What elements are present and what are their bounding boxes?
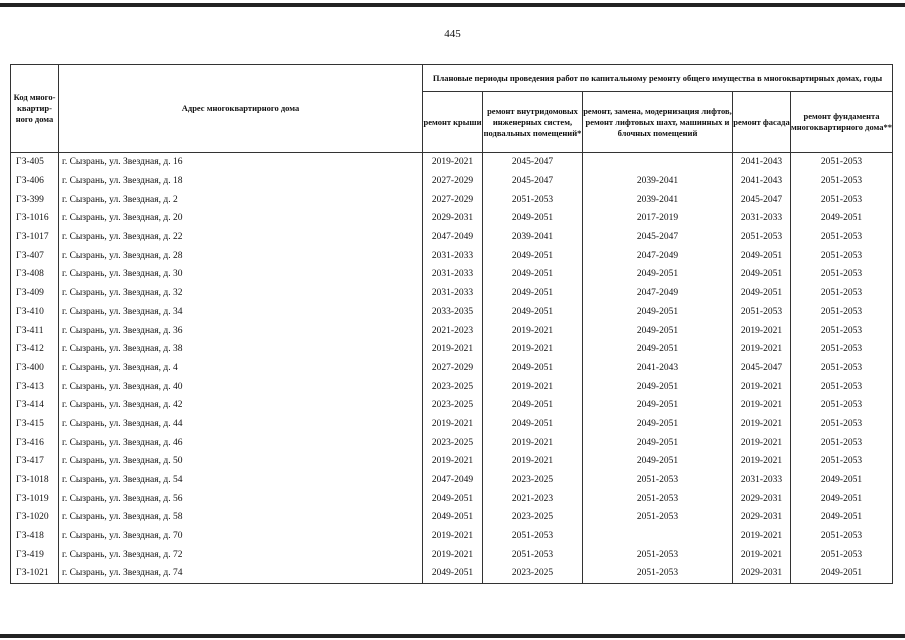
cell-foundation: 2051-2053 (791, 284, 893, 303)
cell-address: г. Сызрань, ул. Звездная, д. 22 (59, 228, 423, 247)
cell-facade: 2051-2053 (733, 303, 791, 322)
cell-foundation: 2051-2053 (791, 377, 893, 396)
header-roof: ремонт крыши (423, 92, 483, 153)
table-row (11, 228, 893, 247)
cell-lifts: 2051-2053 (583, 489, 733, 508)
cell-systems: 2045-2047 (483, 172, 583, 191)
cell-systems: 2019-2021 (483, 340, 583, 359)
table-row (11, 415, 893, 434)
cell-systems: 2023-2025 (483, 471, 583, 490)
cell-foundation: 2049-2051 (791, 209, 893, 228)
cell-facade: 2019-2021 (733, 321, 791, 340)
cell-systems: 2039-2041 (483, 228, 583, 247)
header-address: Адрес многоквартирного дома (59, 65, 423, 153)
cell-lifts: 2039-2041 (583, 172, 733, 191)
cell-lifts: 2047-2049 (583, 284, 733, 303)
cell-lifts (583, 153, 733, 172)
header-planned-periods: Плановые периоды проведения работ по капитальному ремонту общего имущества в многоквартирных домах, годы (423, 65, 893, 92)
cell-facade: 2049-2051 (733, 246, 791, 265)
cell-roof: 2019-2021 (423, 452, 483, 471)
cell-code: ГЗ-405 (11, 153, 59, 172)
bottom-border-line (0, 634, 905, 638)
cell-address: г. Сызрань, ул. Звездная, д. 2 (59, 190, 423, 209)
cell-lifts: 2051-2053 (583, 564, 733, 583)
table-row (11, 246, 893, 265)
cell-code: ГЗ-418 (11, 527, 59, 546)
table-row (11, 172, 893, 191)
table-row (11, 508, 893, 527)
cell-lifts: 2049-2051 (583, 452, 733, 471)
cell-address: г. Сызрань, ул. Звездная, д. 44 (59, 415, 423, 434)
cell-facade: 2031-2033 (733, 209, 791, 228)
cell-foundation: 2051-2053 (791, 321, 893, 340)
cell-roof: 2031-2033 (423, 265, 483, 284)
cell-lifts: 2039-2041 (583, 190, 733, 209)
cell-roof: 2031-2033 (423, 284, 483, 303)
cell-address: г. Сызрань, ул. Звездная, д. 32 (59, 284, 423, 303)
cell-code: ГЗ-1016 (11, 209, 59, 228)
cell-facade: 2029-2031 (733, 508, 791, 527)
cell-facade: 2019-2021 (733, 415, 791, 434)
cell-systems: 2021-2023 (483, 489, 583, 508)
cell-roof: 2029-2031 (423, 209, 483, 228)
cell-code: ГЗ-1019 (11, 489, 59, 508)
cell-code: ГЗ-410 (11, 303, 59, 322)
cell-foundation: 2051-2053 (791, 527, 893, 546)
table-row (11, 321, 893, 340)
cell-facade: 2019-2021 (733, 377, 791, 396)
cell-systems: 2019-2021 (483, 321, 583, 340)
table-row (11, 452, 893, 471)
cell-systems: 2051-2053 (483, 190, 583, 209)
cell-roof: 2021-2023 (423, 321, 483, 340)
cell-systems: 2051-2053 (483, 545, 583, 564)
cell-roof: 2027-2029 (423, 190, 483, 209)
cell-systems: 2049-2051 (483, 209, 583, 228)
table-row (11, 489, 893, 508)
cell-roof: 2019-2021 (423, 340, 483, 359)
cell-foundation: 2051-2053 (791, 303, 893, 322)
cell-facade: 2031-2033 (733, 471, 791, 490)
table-row (11, 190, 893, 209)
cell-foundation: 2051-2053 (791, 340, 893, 359)
cell-lifts: 2049-2051 (583, 265, 733, 284)
cell-foundation: 2051-2053 (791, 433, 893, 452)
cell-code: ГЗ-409 (11, 284, 59, 303)
cell-code: ГЗ-1020 (11, 508, 59, 527)
cell-code: ГЗ-419 (11, 545, 59, 564)
header-engineering-systems: ремонт внутридомовых инженерных систем, подвальных помещений* (483, 92, 583, 153)
cell-address: г. Сызрань, ул. Звездная, д. 42 (59, 396, 423, 415)
cell-roof: 2023-2025 (423, 433, 483, 452)
cell-facade: 2019-2021 (733, 452, 791, 471)
cell-facade: 2041-2043 (733, 153, 791, 172)
cell-systems: 2019-2021 (483, 377, 583, 396)
cell-code: ГЗ-417 (11, 452, 59, 471)
cell-address: г. Сызрань, ул. Звездная, д. 56 (59, 489, 423, 508)
cell-roof: 2049-2051 (423, 508, 483, 527)
cell-facade: 2019-2021 (733, 340, 791, 359)
table-row (11, 209, 893, 228)
cell-roof: 2033-2035 (423, 303, 483, 322)
cell-foundation: 2051-2053 (791, 396, 893, 415)
cell-foundation: 2051-2053 (791, 190, 893, 209)
cell-roof: 2049-2051 (423, 489, 483, 508)
table-row (11, 359, 893, 378)
header-facade: ремонт фасада (733, 92, 791, 153)
cell-code: ГЗ-400 (11, 359, 59, 378)
cell-address: г. Сызрань, ул. Звездная, д. 28 (59, 246, 423, 265)
cell-address: г. Сызрань, ул. Звездная, д. 54 (59, 471, 423, 490)
cell-lifts: 2051-2053 (583, 471, 733, 490)
cell-roof: 2019-2021 (423, 415, 483, 434)
cell-roof: 2027-2029 (423, 359, 483, 378)
cell-facade: 2019-2021 (733, 396, 791, 415)
cell-lifts: 2051-2053 (583, 545, 733, 564)
cell-lifts: 2045-2047 (583, 228, 733, 247)
cell-facade: 2049-2051 (733, 284, 791, 303)
cell-address: г. Сызрань, ул. Звездная, д. 72 (59, 545, 423, 564)
cell-foundation: 2051-2053 (791, 415, 893, 434)
cell-foundation: 2051-2053 (791, 545, 893, 564)
cell-address: г. Сызрань, ул. Звездная, д. 18 (59, 172, 423, 191)
table-row (11, 377, 893, 396)
cell-facade: 2045-2047 (733, 190, 791, 209)
table-row (11, 340, 893, 359)
table-row (11, 153, 893, 172)
table-row (11, 433, 893, 452)
table-row (11, 471, 893, 490)
table-row (11, 396, 893, 415)
table-row (11, 265, 893, 284)
cell-address: г. Сызрань, ул. Звездная, д. 50 (59, 452, 423, 471)
cell-address: г. Сызрань, ул. Звездная, д. 4 (59, 359, 423, 378)
header-lifts: ремонт, замена, модернизация лифтов, ремонт лифтовых шахт, машинных и блочных помещений (583, 92, 733, 153)
cell-roof: 2031-2033 (423, 246, 483, 265)
cell-lifts: 2049-2051 (583, 415, 733, 434)
table-row (11, 303, 893, 322)
cell-code: ГЗ-412 (11, 340, 59, 359)
cell-code: ГЗ-416 (11, 433, 59, 452)
cell-facade: 2049-2051 (733, 265, 791, 284)
cell-code: ГЗ-406 (11, 172, 59, 191)
cell-systems: 2049-2051 (483, 359, 583, 378)
cell-lifts: 2041-2043 (583, 359, 733, 378)
cell-systems: 2049-2051 (483, 265, 583, 284)
cell-roof: 2049-2051 (423, 564, 483, 583)
cell-facade: 2019-2021 (733, 545, 791, 564)
cell-systems: 2045-2047 (483, 153, 583, 172)
cell-code: ГЗ-399 (11, 190, 59, 209)
cell-facade: 2019-2021 (733, 527, 791, 546)
cell-code: ГЗ-1017 (11, 228, 59, 247)
cell-lifts (583, 527, 733, 546)
cell-roof: 2047-2049 (423, 228, 483, 247)
cell-facade: 2029-2031 (733, 564, 791, 583)
cell-code: ГЗ-411 (11, 321, 59, 340)
cell-systems: 2019-2021 (483, 433, 583, 452)
cell-address: г. Сызрань, ул. Звездная, д. 16 (59, 153, 423, 172)
cell-code: ГЗ-407 (11, 246, 59, 265)
cell-code: ГЗ-408 (11, 265, 59, 284)
cell-address: г. Сызрань, ул. Звездная, д. 36 (59, 321, 423, 340)
cell-code: ГЗ-1021 (11, 564, 59, 583)
cell-foundation: 2051-2053 (791, 246, 893, 265)
table-row (11, 284, 893, 303)
cell-lifts: 2051-2053 (583, 508, 733, 527)
cell-systems: 2049-2051 (483, 246, 583, 265)
cell-systems: 2049-2051 (483, 284, 583, 303)
cell-roof: 2027-2029 (423, 172, 483, 191)
top-border-line (0, 3, 905, 7)
cell-code: ГЗ-1018 (11, 471, 59, 490)
table-row (11, 545, 893, 564)
cell-address: г. Сызрань, ул. Звездная, д. 30 (59, 265, 423, 284)
cell-facade: 2041-2043 (733, 172, 791, 191)
cell-lifts: 2049-2051 (583, 377, 733, 396)
cell-lifts: 2049-2051 (583, 433, 733, 452)
cell-foundation: 2049-2051 (791, 489, 893, 508)
cell-lifts: 2017-2019 (583, 209, 733, 228)
cell-systems: 2049-2051 (483, 396, 583, 415)
cell-systems: 2023-2025 (483, 564, 583, 583)
cell-lifts: 2049-2051 (583, 340, 733, 359)
cell-address: г. Сызрань, ул. Звездная, д. 74 (59, 564, 423, 583)
table-body (11, 153, 893, 584)
cell-address: г. Сызрань, ул. Звездная, д. 34 (59, 303, 423, 322)
header-foundation: ремонт фундамента многоквартирного дома** (791, 92, 893, 153)
cell-address: г. Сызрань, ул. Звездная, д. 20 (59, 209, 423, 228)
cell-facade: 2051-2053 (733, 228, 791, 247)
cell-systems: 2023-2025 (483, 508, 583, 527)
cell-code: ГЗ-415 (11, 415, 59, 434)
cell-systems: 2049-2051 (483, 303, 583, 322)
cell-roof: 2019-2021 (423, 153, 483, 172)
cell-foundation: 2049-2051 (791, 564, 893, 583)
cell-address: г. Сызрань, ул. Звездная, д. 38 (59, 340, 423, 359)
page-number: 445 (444, 28, 461, 40)
cell-foundation: 2051-2053 (791, 265, 893, 284)
table-row (11, 527, 893, 546)
cell-code: ГЗ-414 (11, 396, 59, 415)
cell-systems: 2019-2021 (483, 452, 583, 471)
cell-lifts: 2049-2051 (583, 303, 733, 322)
cell-systems: 2051-2053 (483, 527, 583, 546)
cell-foundation: 2051-2053 (791, 228, 893, 247)
cell-foundation: 2049-2051 (791, 508, 893, 527)
cell-roof: 2019-2021 (423, 527, 483, 546)
cell-roof: 2019-2021 (423, 545, 483, 564)
cell-roof: 2023-2025 (423, 377, 483, 396)
cell-address: г. Сызрань, ул. Звездная, д. 46 (59, 433, 423, 452)
cell-systems: 2049-2051 (483, 415, 583, 434)
capital-repair-table (10, 64, 893, 584)
cell-roof: 2023-2025 (423, 396, 483, 415)
cell-address: г. Сызрань, ул. Звездная, д. 70 (59, 527, 423, 546)
table-row (11, 564, 893, 583)
cell-code: ГЗ-413 (11, 377, 59, 396)
cell-foundation: 2051-2053 (791, 359, 893, 378)
cell-foundation: 2051-2053 (791, 153, 893, 172)
cell-roof: 2047-2049 (423, 471, 483, 490)
cell-lifts: 2047-2049 (583, 246, 733, 265)
cell-foundation: 2049-2051 (791, 471, 893, 490)
cell-lifts: 2049-2051 (583, 321, 733, 340)
cell-facade: 2019-2021 (733, 433, 791, 452)
cell-foundation: 2051-2053 (791, 172, 893, 191)
cell-foundation: 2051-2053 (791, 452, 893, 471)
header-code: Код много-квартир-ного дома (11, 65, 59, 153)
cell-address: г. Сызрань, ул. Звездная, д. 58 (59, 508, 423, 527)
cell-facade: 2029-2031 (733, 489, 791, 508)
cell-address: г. Сызрань, ул. Звездная, д. 40 (59, 377, 423, 396)
cell-facade: 2045-2047 (733, 359, 791, 378)
cell-lifts: 2049-2051 (583, 396, 733, 415)
